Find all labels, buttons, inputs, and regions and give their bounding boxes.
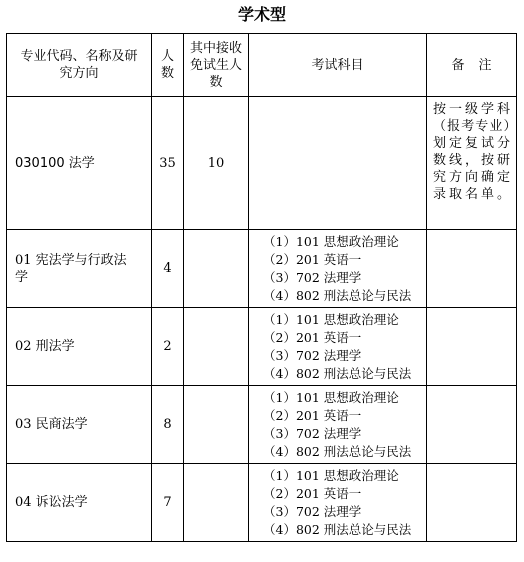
direction-subjects <box>249 386 427 464</box>
major-row <box>7 97 517 230</box>
header-major: 专业代码、名称及研究方向 <box>7 34 152 97</box>
direction-row <box>7 386 517 464</box>
major-exempt: 10 <box>184 97 249 230</box>
subject-item: （3）702 法理学 <box>263 347 362 363</box>
subject-item: （4）802 刑法总论与民法 <box>263 287 412 303</box>
header-remark: 备注 <box>427 34 517 97</box>
direction-count: 7 <box>152 464 184 542</box>
direction-exempt <box>184 386 249 464</box>
admissions-table <box>6 33 517 542</box>
subject-item: （1）101 思想政治理论 <box>263 467 399 483</box>
header-count: 人数 <box>152 34 184 97</box>
direction-remark <box>427 230 517 308</box>
major-remark <box>427 97 517 230</box>
direction-exempt <box>184 230 249 308</box>
direction-name: 03 民商法学 <box>7 386 152 464</box>
subject-item: （4）802 刑法总论与民法 <box>263 443 412 459</box>
major-code-name: 030100 法学 <box>7 97 152 230</box>
direction-remark <box>427 464 517 542</box>
subject-item: （2）201 英语一 <box>263 329 362 345</box>
header-row <box>7 34 517 97</box>
direction-name: 02 刑法学 <box>7 308 152 386</box>
major-subjects <box>249 97 427 230</box>
direction-subjects <box>249 308 427 386</box>
direction-exempt <box>184 464 249 542</box>
subject-item: （3）702 法理学 <box>263 425 362 441</box>
direction-name: 04 诉讼法学 <box>7 464 152 542</box>
remark-text: 按一级学科（报考专业）划定复试分数线，按研究方向确定录取名单。 <box>433 102 510 202</box>
subject-item: （3）702 法理学 <box>263 503 362 519</box>
direction-subjects <box>249 230 427 308</box>
direction-row <box>7 308 517 386</box>
direction-subjects <box>249 464 427 542</box>
direction-name: 01 宪法学与行政法学 <box>7 230 152 308</box>
direction-remark <box>427 386 517 464</box>
page-title: 学术型 <box>237 5 286 24</box>
subject-item: （4）802 刑法总论与民法 <box>263 365 412 381</box>
direction-count: 2 <box>152 308 184 386</box>
header-exempt: 其中接收免试生人数 <box>184 34 249 97</box>
direction-count: 4 <box>152 230 184 308</box>
subject-item: （2）201 英语一 <box>263 251 362 267</box>
major-count: 35 <box>152 97 184 230</box>
direction-row <box>7 464 517 542</box>
header-subjects: 考试科目 <box>249 34 427 97</box>
subject-item: （4）802 刑法总论与民法 <box>263 521 412 537</box>
direction-remark <box>427 308 517 386</box>
subject-item: （2）201 英语一 <box>263 485 362 501</box>
subject-item: （1）101 思想政治理论 <box>263 233 399 249</box>
direction-row <box>7 230 517 308</box>
subject-item: （1）101 思想政治理论 <box>263 311 399 327</box>
subject-item: （2）201 英语一 <box>263 407 362 423</box>
direction-exempt <box>184 308 249 386</box>
direction-count: 8 <box>152 386 184 464</box>
subject-item: （3）702 法理学 <box>263 269 362 285</box>
subject-item: （1）101 思想政治理论 <box>263 389 399 405</box>
